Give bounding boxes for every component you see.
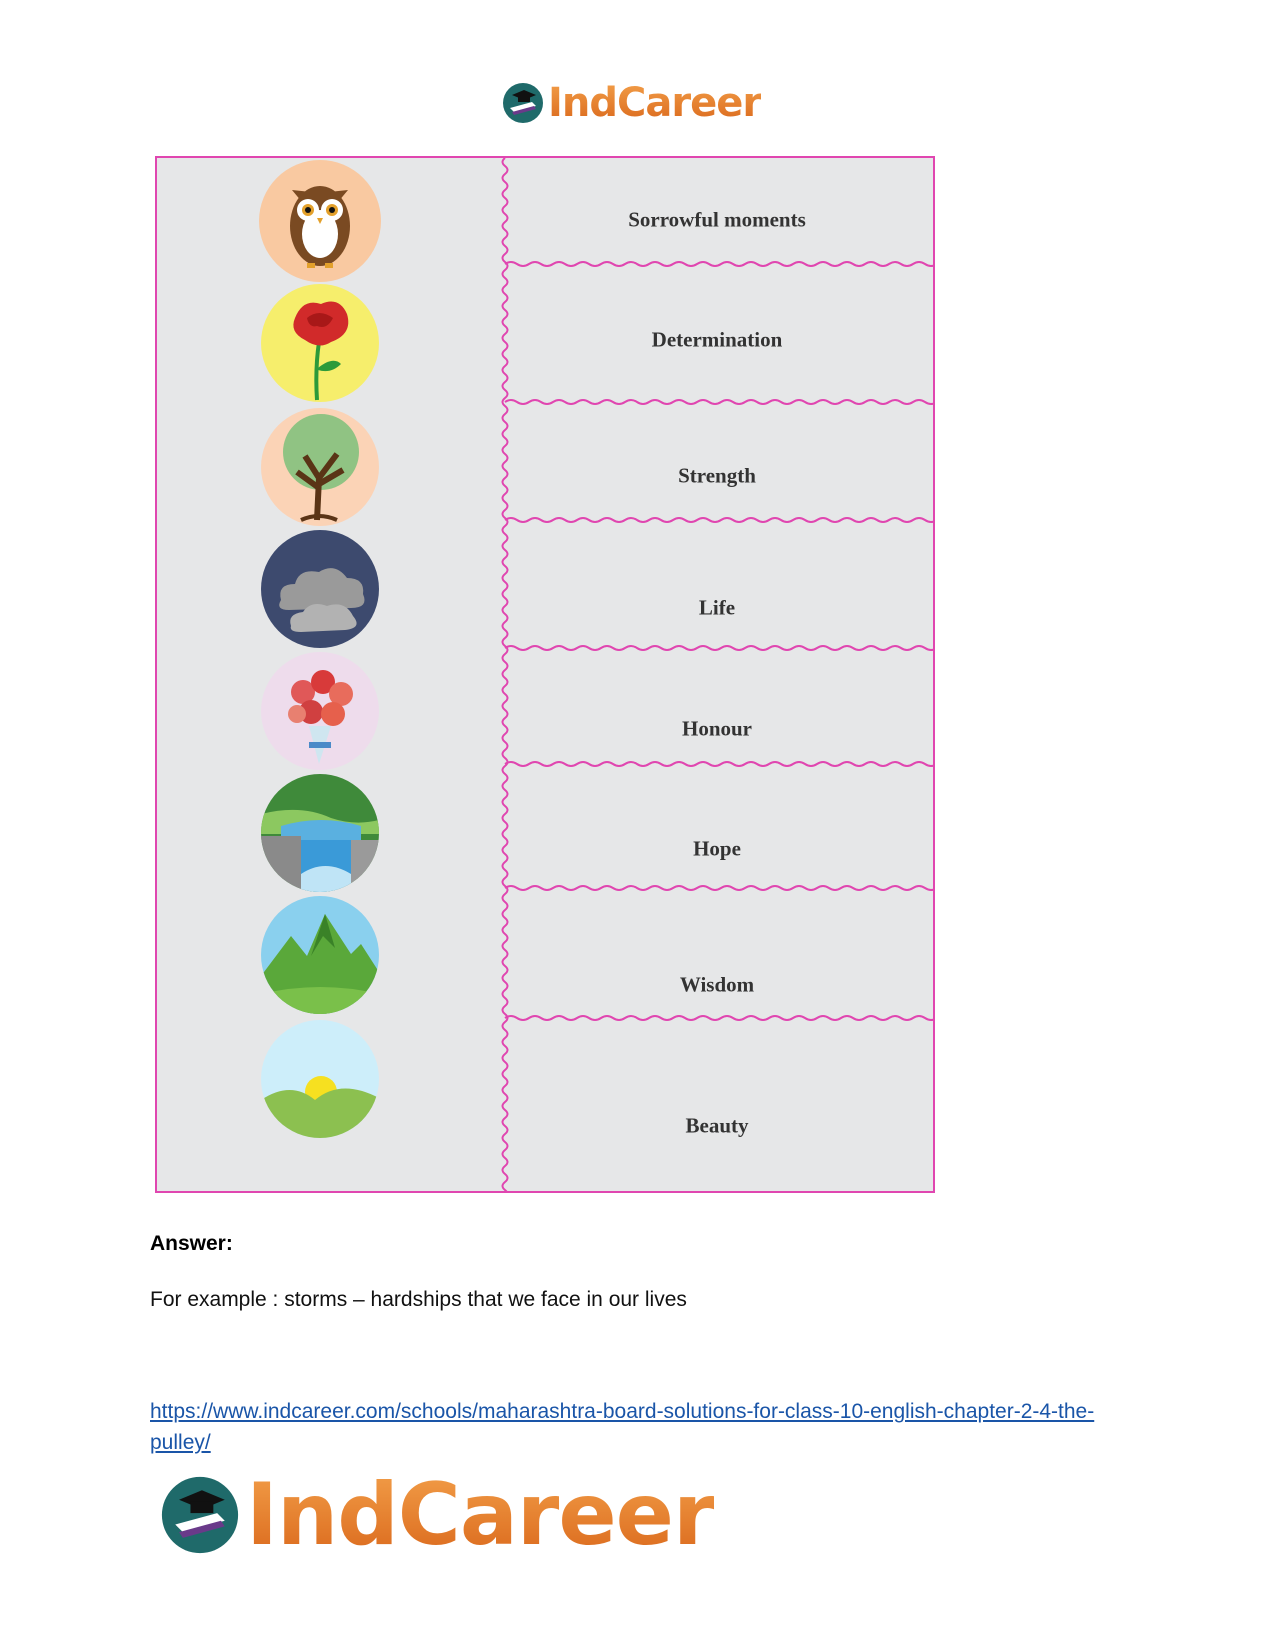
- match-label: Beauty: [685, 1113, 749, 1138]
- sunrise-icon: [261, 1020, 379, 1138]
- match-label: Hope: [693, 836, 741, 861]
- match-label: Determination: [651, 327, 783, 352]
- waterfall-icon: [261, 774, 379, 892]
- graduation-book-icon: [502, 82, 544, 124]
- match-label: Life: [698, 595, 736, 620]
- match-label: Strength: [678, 463, 756, 488]
- rose-icon: [261, 284, 379, 402]
- source-link[interactable]: https://www.indcareer.com/schools/maharashtra-board-solutions-for-class-10-english-chapter-2-4-the-pulley/: [150, 1400, 1095, 1454]
- graduation-book-icon: [160, 1475, 240, 1555]
- brand-name: IndCareer: [246, 1465, 715, 1565]
- bouquet-icon: [261, 652, 379, 770]
- match-label: Wisdom: [679, 972, 755, 997]
- mountain-icon: [261, 896, 379, 1014]
- owl-icon: [259, 160, 381, 282]
- match-label: Sorrowful moments: [628, 207, 806, 232]
- answer-text: For example : storms – hardships that we face in our lives: [150, 1288, 687, 1311]
- brand-name: IndCareer: [548, 80, 762, 126]
- tree-icon: [261, 408, 379, 526]
- match-label: Honour: [681, 716, 752, 741]
- answer-heading: Answer:: [150, 1232, 233, 1255]
- brand-logo-bottom: [160, 1465, 715, 1565]
- storm-cloud-icon: [261, 530, 379, 648]
- brand-logo-top: [502, 80, 761, 126]
- matching-table: [155, 156, 935, 1193]
